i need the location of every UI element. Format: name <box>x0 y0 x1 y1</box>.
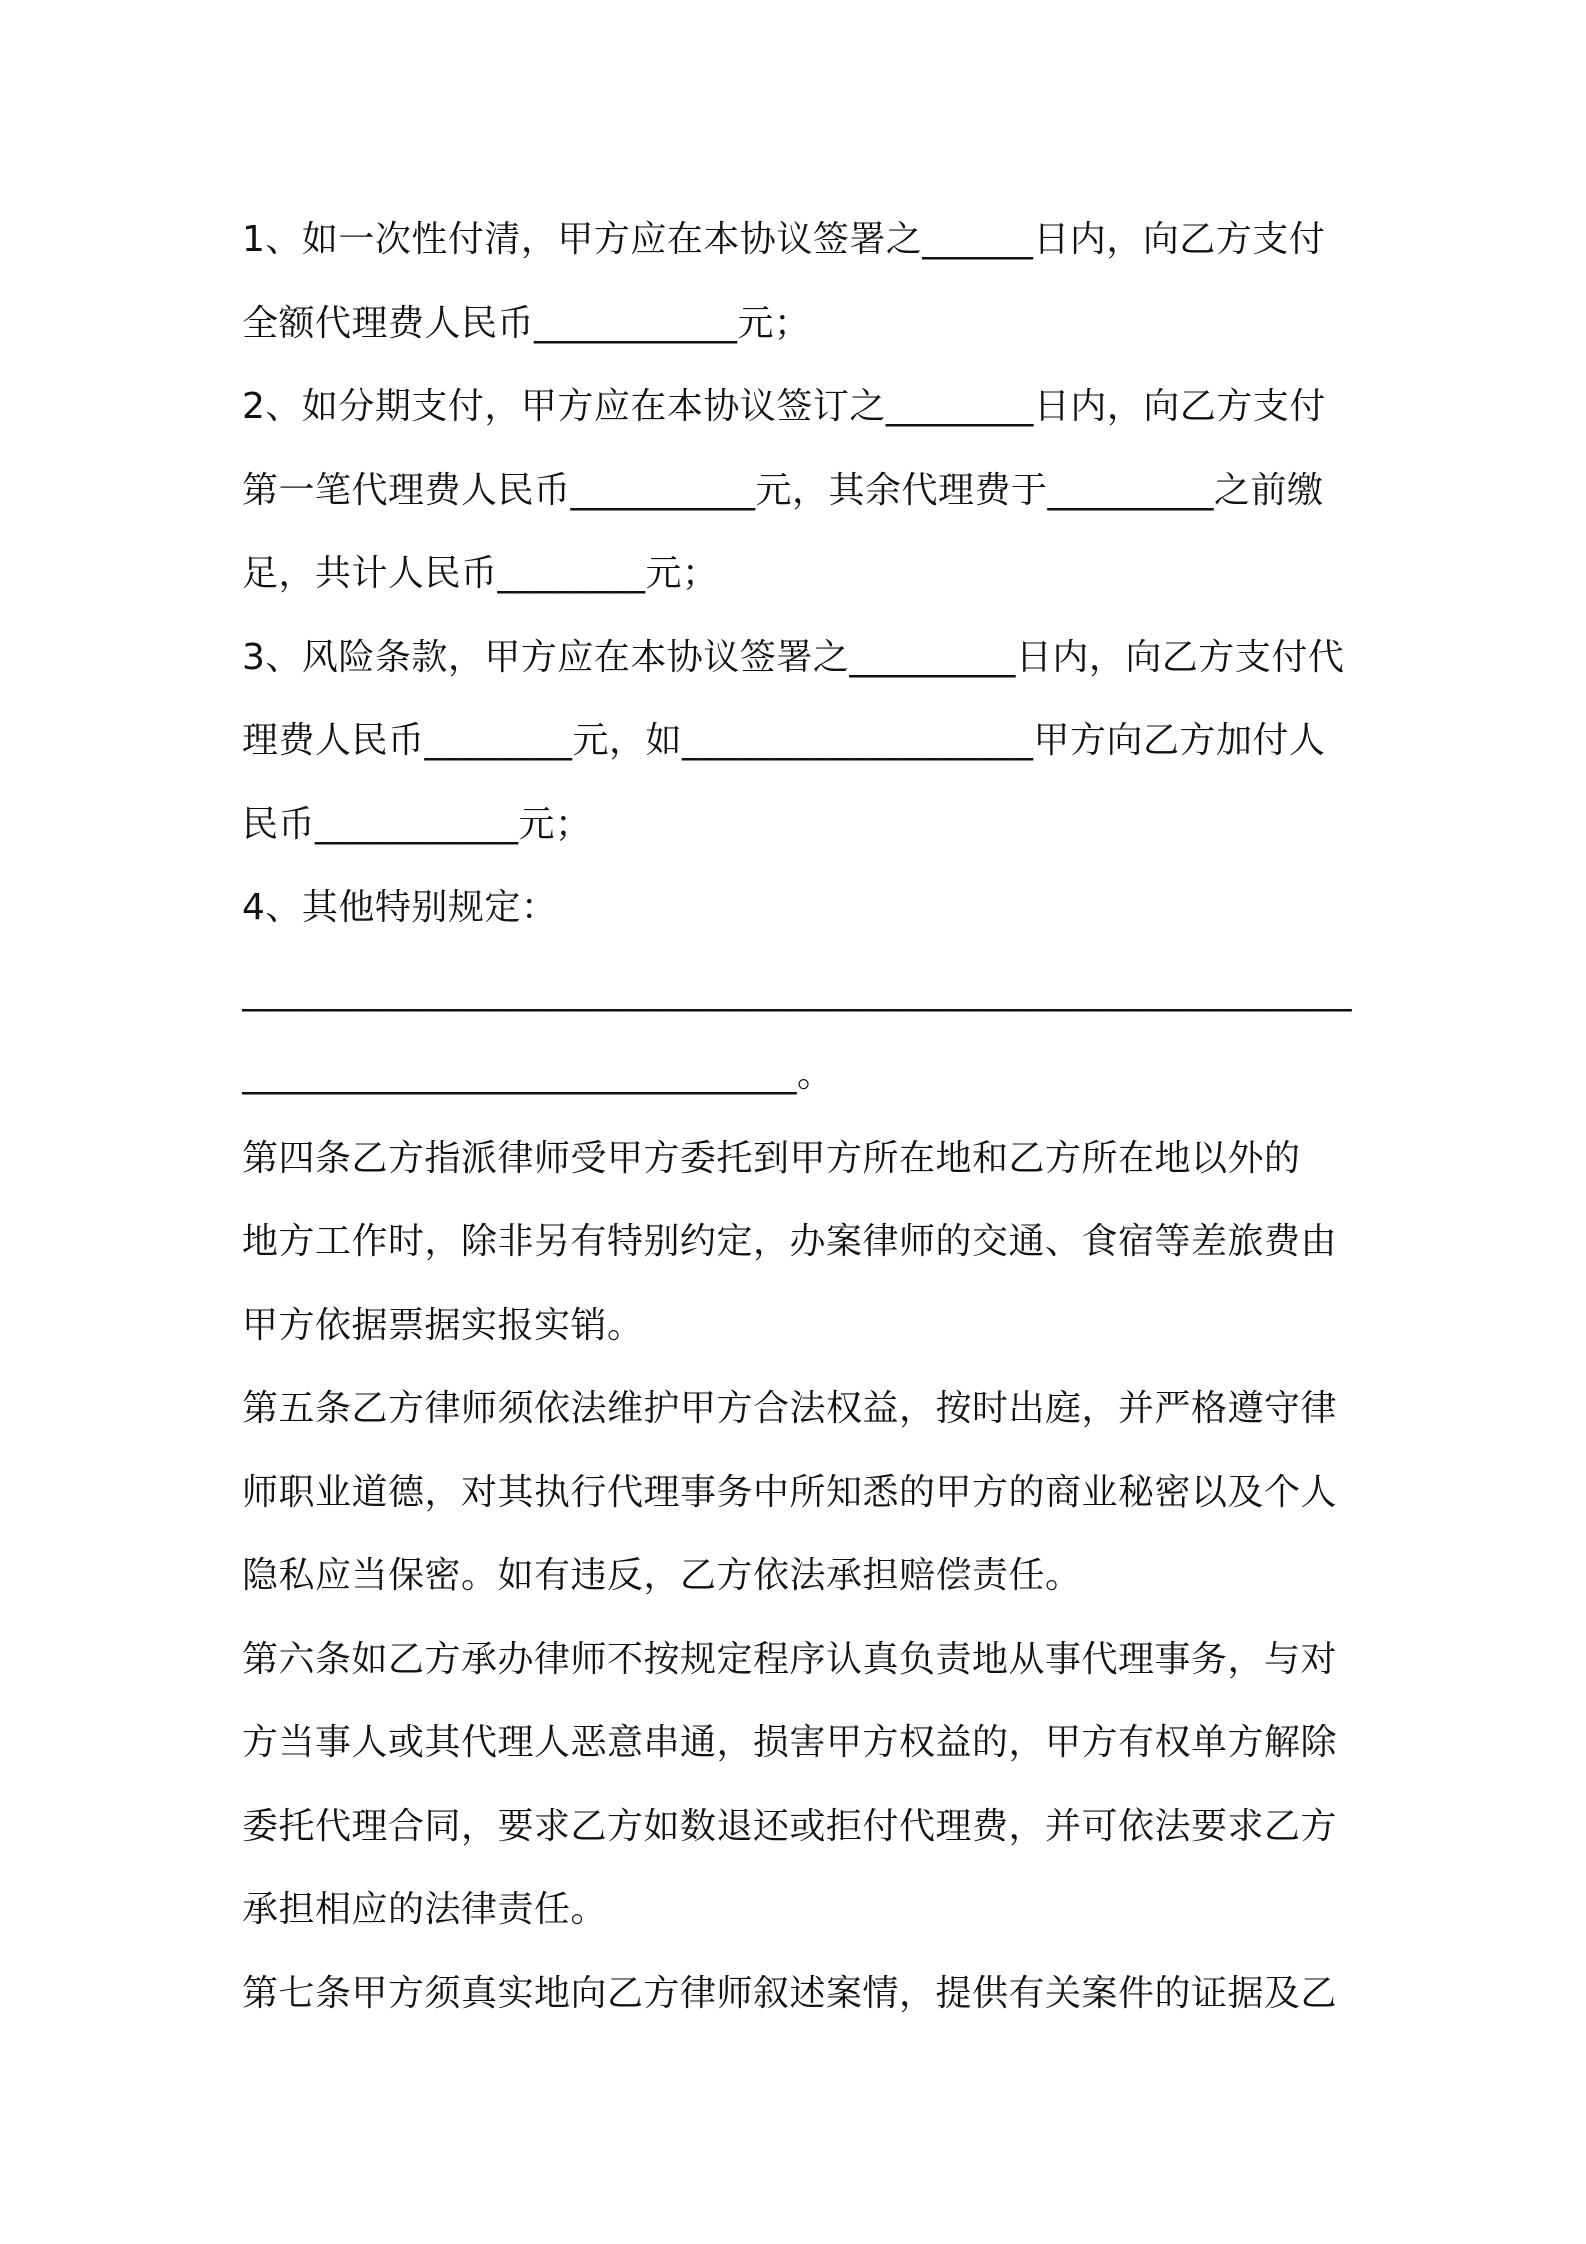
clause-line: 1、如一次性付清，甲方应在本协议签署之______日内，向乙方支付 <box>242 219 1326 260</box>
article-4-line: 第四条乙方指派律师受甲方委托到甲方所在地和乙方所在地以外的 <box>242 1137 1301 1179</box>
clause-line: 2、如分期支付，甲方应在本协议签订之________日内，向乙方支付 <box>242 386 1326 427</box>
clause-line: 理费人民币________元，如___________________甲方向乙方加付人 <box>242 720 1326 761</box>
clause-line: 全额代理费人民币___________元； <box>242 302 811 344</box>
article-4-line: 甲方依据票据实报实销。 <box>242 1304 644 1346</box>
clause-line: 3、风险条款，甲方应在本协议签署之_________日内，向乙方支付代 <box>242 636 1345 678</box>
article-6-line: 承担相应的法律责任。 <box>242 1889 608 1930</box>
clause-line: 民币___________元； <box>242 803 592 845</box>
article-7-line: 第七条甲方须真实地向乙方律师叙述案情，提供有关案件的证据及乙 <box>242 1972 1338 2014</box>
article-5-line: 第五条乙方律师须依法维护甲方合法权益，按时出庭，并严格遵守律 <box>242 1388 1338 1429</box>
article-5-line: 隐私应当保密。如有违反，乙方依法承担赔偿责任。 <box>242 1555 1082 1596</box>
clause-line: 4、其他特别规定： <box>242 887 558 928</box>
clause-line: 第一笔代理费人民币__________元，其余代理费于_________之前缴 <box>242 469 1324 511</box>
article-6-line: 委托代理合同，要求乙方如数退还或拒付代理费，并可依法要求乙方 <box>242 1805 1338 1847</box>
blank-fill-line: ____________________________________________________________ <box>242 970 1352 1012</box>
article-6-line: 第六条如乙方承办律师不按规定程序认真负责地从事代理事务，与对 <box>242 1638 1338 1680</box>
blank-fill-line: ______________________________。 <box>242 1054 834 1095</box>
article-4-line: 地方工作时，除非另有特别约定，办案律师的交通、食宿等差旅费由 <box>242 1221 1338 1262</box>
clause-line: 足，共计人民币________元； <box>242 553 719 594</box>
article-6-line: 方当事人或其代理人恶意串通，损害甲方权益的，甲方有权单方解除 <box>242 1722 1338 1763</box>
document-body <box>242 198 1357 2035</box>
article-5-line: 师职业道德，对其执行代理事务中所知悉的甲方的商业秘密以及个人 <box>242 1471 1338 1513</box>
